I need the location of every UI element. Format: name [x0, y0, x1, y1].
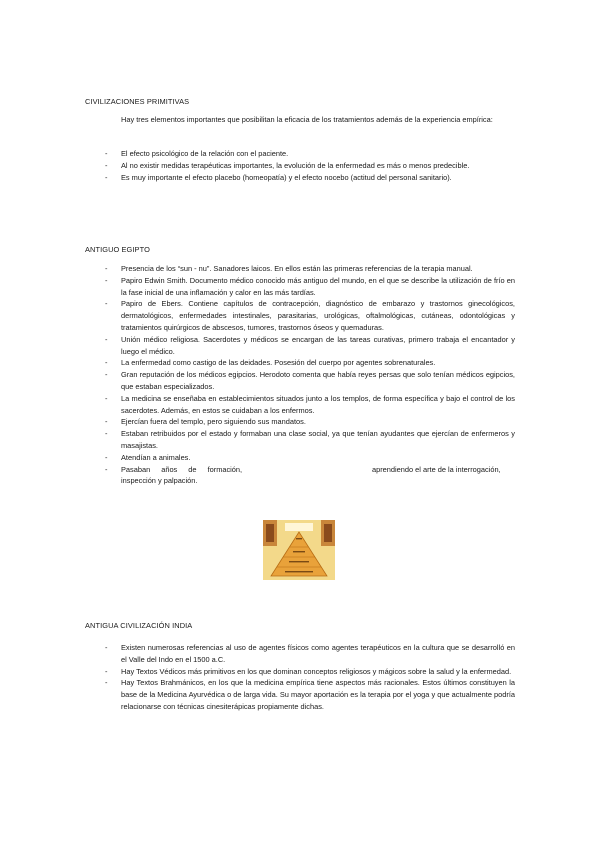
list-item: - Es muy importante el efecto placebo (homeopatía) y el efecto nocebo (actitud del personal sanitario).	[105, 172, 452, 182]
section-title-antigua-civilizacion-india: ANTIGUA CIVILIZACIÓN INDIA	[85, 621, 193, 630]
list-item: - Presencia de los “sun - nu”. Sanadores laicos. En ellos están las primeras referencias de la terapia manual.	[105, 264, 473, 273]
list-item-text-after: aprendiendo el arte de la interrogación, inspección y palpación.	[121, 464, 501, 486]
egyptian-pyramid-image	[263, 520, 335, 580]
list-item: - Papiro Edwin Smith. Documento médico conocido más antiguo del mundo, en el que se describe la utilización de frío en la fase inicial de una inflamación y calor en las más tardías.	[105, 275, 515, 297]
list-item: - La enfermedad como castigo de las deidades. Posesión del cuerpo por agentes sobrenaturales.	[105, 358, 436, 368]
section-title-antiguo-egipto: ANTIGUO EGIPTO	[85, 245, 150, 254]
list-item: - Ejercían fuera del templo, pero siguiendo sus mandatos.	[105, 417, 306, 427]
list-item: - Unión médico religiosa. Sacerdotes y médicos se encargan de las tareas curativas, primero trabaja el encantador y luego el médico.	[105, 334, 515, 356]
list-item: - Existen numerosas referencias al uso de agentes físicos como agentes terapéuticos en la cultura que se desarrolló en el Valle del Indo en el 1500 a.C.	[105, 643, 515, 664]
intro-paragraph: Hay tres elementos importantes que posibilitan la eficacia de los tratamientos además de la experiencia empírica:	[121, 115, 493, 124]
list-item: - El efecto psicológico de la relación con el paciente.	[105, 149, 289, 158]
section-title-civilizaciones-primitivas: CIVILIZACIONES PRIMITIVAS	[85, 97, 190, 106]
list-item: - Hay Textos Brahmánicos, en los que la medicina empírica tiene aspectos más racionales. Estos últimos constituyen la base de la Medicina Ayurvédica o de larga vida. Su mayor aportación es la terapia por el yoga y que actualmente podría relacionarse con técnicas cinesiterápicas propiamente dichas.	[105, 678, 515, 711]
list-item: - Atendían a animales.	[105, 452, 191, 462]
list-antigua-civilizacion-india	[85, 642, 515, 713]
list-item: - Estaban retribuidos por el estado y formaban una clase social, ya que tenían ayudantes que ejercían de enfermeros y masajistas.	[105, 429, 515, 450]
list-item: - Al no existir medidas terapéuticas importantes, la evolución de la enfermedad es más o menos predecible.	[105, 160, 470, 170]
list-antiguo-egipto	[85, 263, 515, 487]
list-civilizaciones-primitivas	[85, 148, 515, 183]
list-item: - Gran reputación de los médicos egipcios. Herodoto comenta que había reyes persas que solo tenían médicos egipcios, que estaban especializados.	[105, 370, 515, 391]
list-item: - Hay Textos Védicos más primitivos en los que dominan conceptos religiosos y mágicos sobre la salud y la enfermedad.	[105, 666, 512, 676]
list-item: - La medicina se enseñaba en establecimientos situados junto a los templos, de forma específica y bajo el control de los sacerdotes. Además, en estos se cuidaban a los enfermos.	[105, 393, 515, 415]
list-item-text-before: Pasaban años de formación,	[121, 464, 243, 474]
list-item: - Papiro de Ebers. Contiene capítulos de contracepción, diagnóstico de embarazo y trastornos ginecológicos, dermatológicos, enfermedades intestinales, parasitarias, urológicas, oftalmológicas, cutáneas, odontológicas y tratamientos quirúrgicos de abscesos, tumores, trastornos óseos y quemaduras.	[105, 299, 515, 332]
list-item: - Pasaban años de formación, aprendiendo el arte de la interrogación, inspección y palpación.	[105, 464, 501, 486]
